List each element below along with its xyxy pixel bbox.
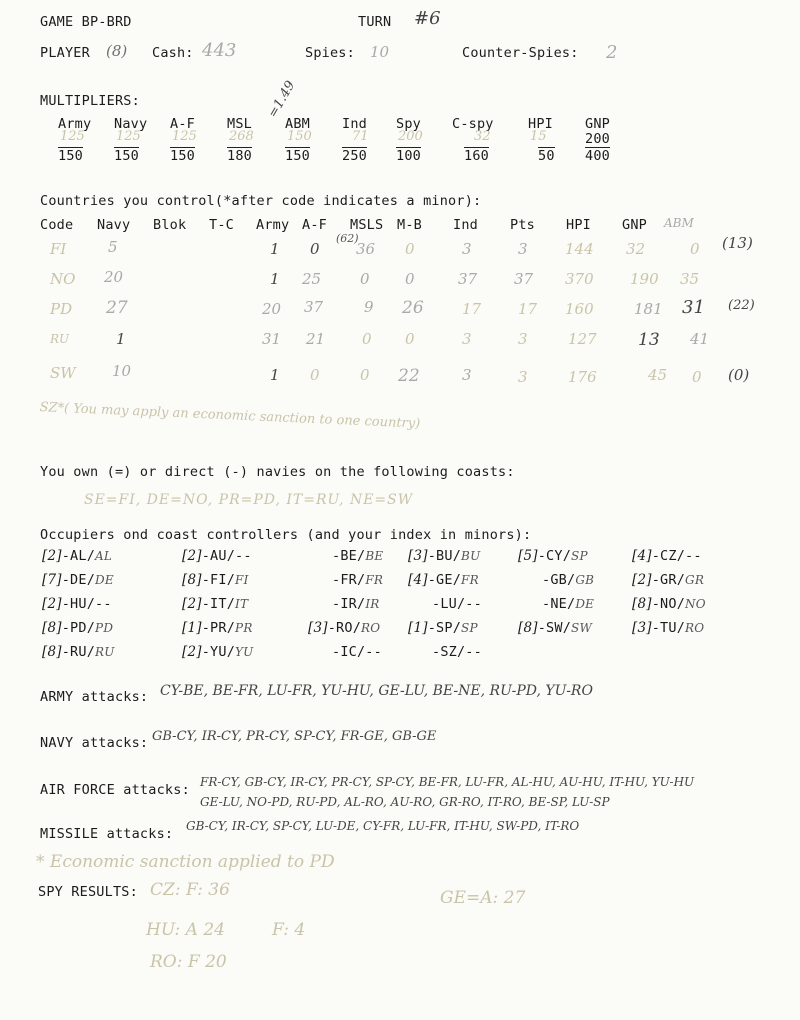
- cash-label: Cash:: [152, 45, 194, 61]
- occupier-code: -IR/: [332, 596, 366, 612]
- occupier-index: [3]: [308, 620, 328, 636]
- row-pd-ind: 17: [462, 300, 482, 318]
- multipliers-title: MULTIPLIERS:: [40, 93, 140, 109]
- col-army: Army: [256, 217, 290, 233]
- row-ru-ind: 3: [462, 330, 472, 348]
- col-ind: Ind: [453, 217, 478, 233]
- row-no-pts: 37: [514, 270, 534, 288]
- occupier-code: -PR/: [201, 620, 236, 636]
- occupier-index: [2]: [632, 572, 652, 588]
- occupier-cell: [408, 548, 480, 564]
- col-tc: T-C: [209, 217, 234, 233]
- msl-note: =1.49: [265, 78, 299, 121]
- occupier-code: -SZ/--: [432, 644, 482, 660]
- row-fi-army: 1: [270, 240, 280, 258]
- row-ru-abm: 41: [690, 330, 710, 348]
- row-sw-code: SW: [50, 364, 76, 382]
- row-sw-abm: 0: [692, 368, 702, 386]
- mult-head-cspy: C-spy: [452, 116, 494, 132]
- row-fi-msls: 36: [356, 240, 376, 258]
- row-ru-code: RU: [50, 332, 70, 346]
- occupier-cell: [308, 620, 380, 636]
- counterspies-value: 2: [606, 42, 618, 63]
- mult-new-abm: 150: [285, 148, 310, 164]
- row-no-msls: 0: [360, 270, 370, 288]
- mult-old-af: 125: [172, 129, 197, 144]
- col-hpi: HPI: [566, 217, 591, 233]
- occupier-code: -GE/: [427, 572, 462, 588]
- occupier-code: -NO/: [651, 596, 686, 612]
- mult-head-ind: Ind: [342, 116, 367, 132]
- mult-head-army: Army: [58, 116, 92, 132]
- row-fi-mb: 0: [405, 240, 415, 258]
- occupier-controller: FI: [235, 573, 249, 587]
- occupier-controller: IT: [235, 597, 249, 611]
- counterspies-label: Counter-Spies:: [462, 45, 579, 61]
- row-no-navy: 20: [104, 268, 124, 286]
- countries-title: Countries you control(*after code indicates a minor):: [40, 193, 482, 209]
- occupier-index: [3]: [632, 620, 652, 636]
- mult-old-abm: 150: [287, 129, 312, 144]
- occupier-code: -PD/: [61, 620, 96, 636]
- occupier-cell: [42, 548, 112, 564]
- occupier-controller: AL: [95, 549, 113, 563]
- row-fi-af: 0: [310, 240, 320, 258]
- occupier-code: -YU/: [201, 644, 236, 660]
- occupier-controller: PR: [235, 621, 253, 635]
- occupier-code: -DE/: [61, 572, 96, 588]
- navy-attacks-value: GB-CY, IR-CY, PR-CY, SP-CY, FR-GE, GB-GE: [152, 729, 437, 744]
- row-sw-hpi: 176: [568, 368, 597, 386]
- occupier-controller: GB: [575, 573, 595, 587]
- row-fi-navy: 5: [108, 238, 118, 256]
- row-fi-hpi: 144: [565, 240, 594, 258]
- occupier-index: [2]: [182, 548, 202, 564]
- mult-old-gnp: 200: [585, 131, 610, 147]
- col-msls: MSLS: [350, 217, 384, 233]
- row-pd-abm: 31: [682, 297, 705, 318]
- occupier-index: [2]: [182, 596, 202, 612]
- occupier-index: [2]: [182, 644, 202, 660]
- spies-label: Spies:: [305, 45, 355, 61]
- row-no-gnp: 190: [630, 270, 659, 288]
- airforce-attacks-line1: FR-CY, GB-CY, IR-CY, PR-CY, SP-CY, BE-FR, LU-FR, AL-HU, AU-HU, IT-HU, YU-HU: [200, 775, 695, 789]
- col-blok: Blok: [153, 217, 187, 233]
- occupier-index: [8]: [42, 644, 62, 660]
- row-sw-pts: 3: [518, 368, 528, 386]
- occupier-code: -SW/: [537, 620, 572, 636]
- spy-result-hu-f: F: 4: [272, 920, 306, 940]
- row-pd-army: 20: [262, 300, 282, 318]
- turn-label: TURN: [358, 14, 392, 30]
- mult-head-af: A-F: [170, 116, 195, 132]
- occupier-cell: [432, 644, 482, 660]
- mult-head-msl: MSL: [227, 116, 252, 132]
- airforce-attacks-label: AIR FORCE attacks:: [40, 782, 190, 798]
- missile-attacks-label: MISSILE attacks:: [40, 826, 174, 842]
- mult-new-msl: 180: [227, 148, 252, 164]
- mult-head-abm: ABM: [285, 116, 310, 132]
- row-no-hpi: 370: [565, 270, 594, 288]
- row-pd-navy: 27: [106, 298, 128, 318]
- occupier-controller: BU: [461, 549, 481, 563]
- row-ru-army: 31: [262, 330, 282, 348]
- occupier-cell: [632, 596, 706, 612]
- row-sw-msls: 0: [360, 366, 370, 384]
- occupier-code: -GR/: [651, 572, 686, 588]
- row-no-af: 25: [302, 270, 322, 288]
- occupier-controller: BE: [365, 549, 384, 563]
- spy-result-ge: GE=A: 27: [440, 888, 526, 908]
- occupier-index: [1]: [408, 620, 428, 636]
- occupier-cell: [182, 596, 248, 612]
- turn-value: #6: [414, 8, 441, 29]
- occupier-code: -FI/: [201, 572, 236, 588]
- mult-old-ind: 71: [352, 129, 369, 144]
- occupier-cell: [42, 596, 112, 612]
- occupier-index: [2]: [42, 596, 62, 612]
- occupier-controller: SP: [461, 621, 478, 635]
- occupier-cell: [182, 548, 252, 564]
- row-ru-pts: 3: [518, 330, 528, 348]
- occupier-code: -HU/--: [61, 596, 112, 612]
- row-no-code: NO: [50, 270, 76, 288]
- row-ru-af: 21: [306, 330, 326, 348]
- player-value: (8): [106, 42, 128, 60]
- occupier-code: -RU/: [61, 644, 96, 660]
- occupier-index: [2]: [42, 548, 62, 564]
- occupier-controller: YU: [235, 645, 254, 659]
- row-pd-hpi: 160: [565, 300, 594, 318]
- occupier-controller: RO: [685, 621, 705, 635]
- mult-head-gnp: GNP: [585, 116, 610, 132]
- occupier-controller: IR: [365, 597, 380, 611]
- col-code: Code: [40, 217, 74, 233]
- row-pd-gnp: 181: [634, 300, 663, 318]
- mult-new-cspy: 160: [464, 148, 489, 164]
- col-abm: ABM: [664, 216, 694, 230]
- col-gnp: GNP: [622, 217, 647, 233]
- row-no-abm: 35: [680, 270, 700, 288]
- row-pd-note: (22): [728, 298, 755, 313]
- occupier-cell: [542, 596, 594, 612]
- row-pd-msls: 9: [364, 298, 374, 316]
- occupier-controller: RU: [95, 645, 115, 659]
- mult-head-spy: Spy: [396, 116, 421, 132]
- col-navy: Navy: [97, 217, 131, 233]
- occupier-cell: [332, 572, 383, 588]
- occupier-index: [1]: [182, 620, 202, 636]
- row-sw-ind: 3: [462, 366, 472, 384]
- occupier-index: [8]: [518, 620, 538, 636]
- row-pd-code: PD: [50, 300, 73, 318]
- occupier-index: [8]: [42, 620, 62, 636]
- row-pd-mb: 26: [402, 298, 424, 318]
- occupier-cell: [632, 620, 704, 636]
- occupier-cell: [182, 644, 253, 660]
- occupier-code: -CZ/--: [651, 548, 702, 564]
- occupier-cell: [332, 596, 380, 612]
- row-ru-msls: 0: [362, 330, 372, 348]
- occupier-controller: GR: [685, 573, 705, 587]
- row-ru-gnp: 13: [638, 330, 660, 350]
- cash-value: 443: [202, 40, 237, 61]
- occupier-cell: [332, 644, 382, 660]
- occupier-index: [4]: [632, 548, 652, 564]
- occupier-cell: [632, 572, 704, 588]
- occupier-code: -IT/: [201, 596, 236, 612]
- spy-results-label: SPY RESULTS:: [38, 884, 138, 900]
- row-sw-gnp: 45: [648, 366, 668, 384]
- occupier-index: [7]: [42, 572, 62, 588]
- occupier-code: -BU/: [427, 548, 462, 564]
- occupier-code: -BE/: [332, 548, 366, 564]
- occupier-index: [8]: [632, 596, 652, 612]
- occupier-cell: [42, 620, 113, 636]
- mult-new-hpi: 50: [538, 148, 555, 164]
- occupier-cell: [632, 548, 702, 564]
- mult-old-msl: 268: [229, 129, 254, 144]
- row-sw-army: 1: [270, 366, 280, 384]
- row-fi-pts: 3: [518, 240, 528, 258]
- coasts-value: SE=FI, DE=NO, PR=PD, IT=RU, NE=SW: [84, 492, 414, 508]
- mult-new-gnp: 400: [585, 148, 610, 164]
- occupier-cell: [42, 644, 115, 660]
- sanction-applied-note: * Economic sanction applied to PD: [36, 852, 335, 872]
- occupier-code: -GB/: [542, 572, 576, 588]
- occupier-controller: FR: [461, 573, 479, 587]
- mult-new-army: 150: [58, 148, 83, 164]
- row-fi-code: FI: [50, 240, 67, 258]
- occupier-cell: [182, 572, 249, 588]
- sanction-footnote: SZ*( You may apply an economic sanction to one country): [39, 400, 421, 432]
- airforce-attacks-line2: GE-LU, NO-PD, RU-PD, AL-RO, AU-RO, GR-RO, IT-RO, BE-SP, LU-SP: [200, 795, 610, 809]
- occupier-cell: [408, 572, 479, 588]
- row-no-ind: 37: [458, 270, 478, 288]
- mult-head-navy: Navy: [114, 116, 148, 132]
- occupier-code: -RO/: [327, 620, 362, 636]
- occupier-controller: DE: [575, 597, 595, 611]
- mult-head-hpi: HPI: [528, 116, 553, 132]
- occupier-controller: NO: [685, 597, 706, 611]
- row-pd-af: 37: [304, 298, 324, 316]
- row-ru-navy: 1: [116, 330, 126, 348]
- row-sw-note: (0): [728, 366, 750, 384]
- missile-attacks-value: GB-CY, IR-CY, SP-CY, LU-DE, CY-FR, LU-FR, IT-HU, SW-PD, IT-RO: [186, 819, 580, 833]
- occupier-code: -CY/: [537, 548, 572, 564]
- occupier-code: -TU/: [651, 620, 686, 636]
- army-attacks-value: CY-BE, BE-FR, LU-FR, YU-HU, GE-LU, BE-NE, RU-PD, YU-RO: [160, 683, 593, 699]
- occupier-cell: [182, 620, 253, 636]
- row-pd-pts: 17: [518, 300, 538, 318]
- spies-value: 10: [370, 43, 390, 61]
- col-af: A-F: [302, 217, 327, 233]
- spy-result-ro: RO: F 20: [150, 952, 227, 972]
- occupier-code: -SP/: [427, 620, 462, 636]
- row-no-mb: 0: [405, 270, 415, 288]
- game-label: GAME BP-BRD: [40, 14, 132, 30]
- mult-new-navy: 150: [114, 148, 139, 164]
- navy-attacks-label: NAVY attacks:: [40, 735, 149, 751]
- occupier-code: -FR/: [332, 572, 366, 588]
- occupier-cell: [518, 548, 588, 564]
- spy-result-hu: HU: A 24: [146, 920, 225, 940]
- mult-new-spy: 100: [396, 148, 421, 164]
- occupier-controller: PD: [95, 621, 114, 635]
- occupier-index: [8]: [182, 572, 202, 588]
- occupier-cell: [542, 572, 594, 588]
- mult-old-spy: 200: [398, 129, 423, 144]
- mult-old-hpi: 15: [530, 129, 547, 144]
- row-fi-ind: 3: [462, 240, 472, 258]
- occupier-cell: [408, 620, 478, 636]
- occupier-controller: DE: [95, 573, 114, 587]
- occupier-code: -LU/--: [432, 596, 482, 612]
- mult-new-af: 150: [170, 148, 195, 164]
- row-fi-gnp: 32: [626, 240, 646, 258]
- mult-old-army: 125: [60, 129, 85, 144]
- occupier-code: -AL/: [61, 548, 96, 564]
- occupiers-title: Occupiers ond coast controllers (and your index in minors):: [40, 527, 532, 543]
- occupier-cell: [518, 620, 592, 636]
- mult-new-ind: 250: [342, 148, 367, 164]
- occupier-controller: SP: [571, 549, 588, 563]
- row-ru-mb: 0: [405, 330, 415, 348]
- col-pts: Pts: [510, 217, 535, 233]
- row-fi-note: (13): [722, 234, 753, 252]
- occupier-controller: SW: [571, 621, 593, 635]
- msls-note: (62): [336, 232, 359, 245]
- row-sw-navy: 10: [112, 362, 132, 380]
- mult-old-cspy: 32: [474, 129, 491, 144]
- row-ru-hpi: 127: [568, 330, 597, 348]
- occupier-index: [4]: [408, 572, 428, 588]
- occupier-index: [3]: [408, 548, 428, 564]
- row-fi-abm: 0: [690, 240, 700, 258]
- coasts-title: You own (=) or direct (-) navies on the following coasts:: [40, 464, 515, 480]
- row-sw-af: 0: [310, 366, 320, 384]
- col-mb: M-B: [397, 217, 422, 233]
- row-no-army: 1: [270, 270, 280, 288]
- occupier-index: [5]: [518, 548, 538, 564]
- occupier-cell: [432, 596, 482, 612]
- spy-result-cz: CZ: F: 36: [150, 880, 230, 900]
- occupier-code: -IC/--: [332, 644, 382, 660]
- occupier-cell: [332, 548, 383, 564]
- occupier-cell: [42, 572, 114, 588]
- occupier-code: -AU/--: [201, 548, 252, 564]
- occupier-controller: RO: [361, 621, 381, 635]
- mult-old-navy: 125: [116, 129, 141, 144]
- occupier-code: -NE/: [542, 596, 576, 612]
- row-sw-mb: 22: [398, 366, 420, 386]
- occupier-controller: FR: [365, 573, 384, 587]
- army-attacks-label: ARMY attacks:: [40, 689, 149, 705]
- player-label: PLAYER: [40, 45, 90, 61]
